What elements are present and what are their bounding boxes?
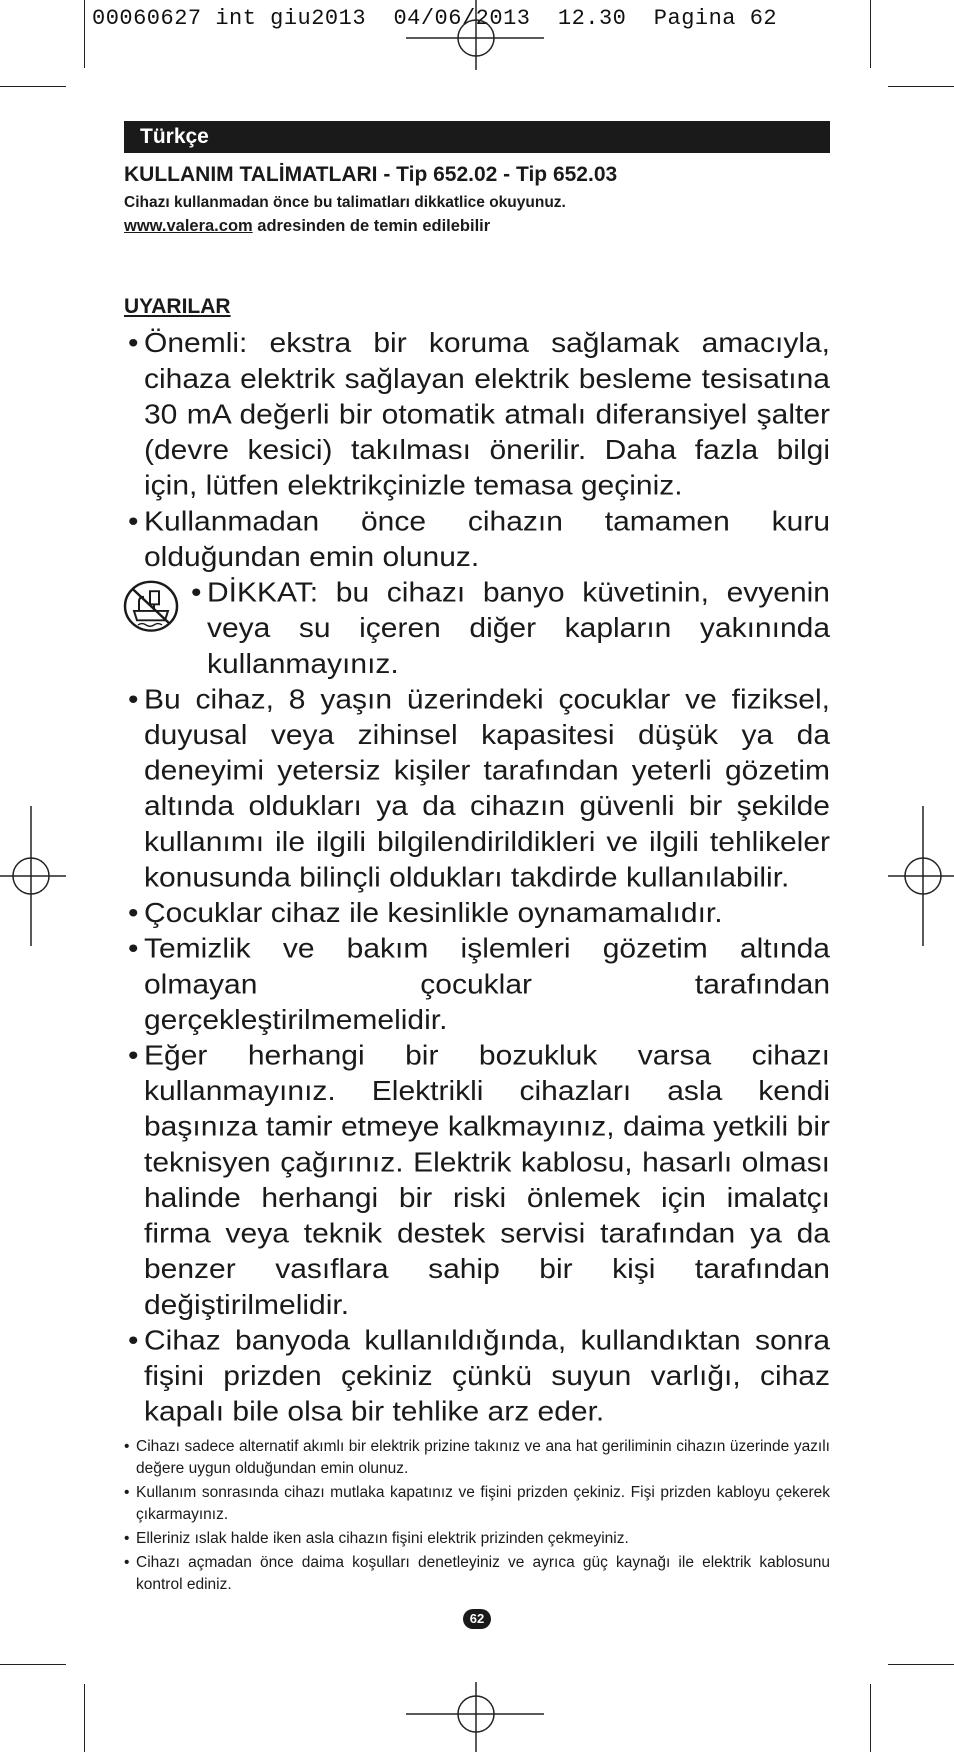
registration-mark-icon bbox=[404, 1682, 544, 1752]
crop-mark bbox=[870, 1684, 871, 1752]
website-link[interactable]: www.valera.com bbox=[124, 217, 253, 235]
bullet: • bbox=[128, 933, 139, 965]
bullet: • bbox=[128, 897, 139, 929]
note-item bbox=[124, 1482, 830, 1526]
language-bar: Türkçe bbox=[124, 121, 830, 153]
no-water-near-bath-icon bbox=[122, 579, 180, 633]
bullet: • bbox=[128, 505, 139, 537]
document-title: KULLANIM TALİMATLARI - Tip 652.02 - Tip 652.03 bbox=[124, 163, 618, 186]
bullet: • bbox=[191, 577, 202, 609]
page-number: 62 bbox=[463, 1609, 491, 1629]
note-item bbox=[124, 1436, 830, 1480]
note-item bbox=[124, 1552, 830, 1596]
warning-text: Bu cihaz, 8 yaşın üzerindeki çocuklar ve fiziksel, duyusal veya zihinsel kapasitesi düşük ya da deneyimi yetersiz kişiler tarafından yeterli gözetim altında oldukları ya da cihazın güvenli bir şekilde kullanımı ile ilgili bilgilendirildikleri ve ilgili tehlikeler konusunda bilinçli oldukları takdirde kullanılabilir. bbox=[144, 684, 830, 893]
warnings-list bbox=[124, 326, 830, 1430]
warning-text: DİKKAT: bu cihazı banyo küvetinin, evyenin veya su içeren diğer kapların yakınında kullanmayınız. bbox=[207, 577, 830, 680]
warning-item bbox=[124, 575, 830, 682]
warning-text: Temizlik ve bakım işlemleri gözetim altında olmayan çocuklar tarafından gerçekleştirilmemelidir. bbox=[144, 933, 830, 1036]
printer-slug: 00060627 int giu2013 04/06/2013 12.30 Pagina 62 bbox=[92, 6, 778, 31]
warning-text: Önemli: ekstra bir koruma sağlamak amacıyla, cihaza elektrik sağlayan elektrik besleme tesisatına 30 mA değerli bir otomatik atmalı diferansiyel şalter (devre kesici) takılması önerilir. Daha fazla bilgi için, lütfen elektrikçinizle temasa geçiniz. bbox=[144, 327, 830, 502]
registration-mark-icon bbox=[0, 806, 66, 946]
warning-item bbox=[124, 896, 830, 932]
registration-mark-icon bbox=[888, 806, 954, 946]
warning-text: Çocuklar cihaz ile kesinlikle oynamamalıdır. bbox=[144, 897, 723, 929]
crop-mark bbox=[888, 1664, 954, 1665]
warning-item bbox=[124, 326, 830, 504]
note-item bbox=[124, 1528, 830, 1550]
crop-mark bbox=[0, 1664, 66, 1665]
section-title: UYARILAR bbox=[124, 295, 231, 318]
warning-item bbox=[124, 504, 830, 575]
bullet: • bbox=[124, 1530, 130, 1547]
warning-text: Kullanmadan önce cihazın tamamen kuru olduğundan emin olunuz. bbox=[144, 505, 830, 573]
crop-mark bbox=[84, 0, 85, 68]
crop-mark bbox=[84, 1684, 85, 1752]
note-text: Elleriniz ıslak halde iken asla cihazın fişini elektrik prizinden çekmeyiniz. bbox=[136, 1530, 629, 1547]
warning-text: Cihaz banyoda kullanıldığında, kullandıktan sonra fişini prizden çekiniz çünkü suyun varlığı, cihaz kapalı bile olsa bir tehlike arz eder. bbox=[144, 1325, 830, 1428]
warning-item bbox=[124, 1323, 830, 1430]
note-text: Cihazı açmadan önce daima koşulları denetleyiniz ve ayrıca güç kaynağı ile elektrik kablosunu kontrol ediniz. bbox=[136, 1554, 830, 1593]
warning-item bbox=[124, 931, 830, 1038]
bullet: • bbox=[124, 1438, 130, 1455]
warning-item bbox=[124, 682, 830, 896]
website-line bbox=[124, 217, 490, 236]
bullet: • bbox=[128, 1325, 139, 1356]
notes-list bbox=[124, 1436, 830, 1598]
crop-mark bbox=[0, 86, 66, 87]
registration-mark-icon bbox=[404, 0, 544, 70]
crop-mark bbox=[870, 0, 871, 68]
warning-item bbox=[124, 1038, 830, 1323]
bullet: • bbox=[128, 327, 139, 359]
bullet: • bbox=[124, 1484, 130, 1501]
bullet: • bbox=[124, 1554, 130, 1571]
note-text: Kullanım sonrasında cihazı mutlaka kapatınız ve fişini prizden çekiniz. Fişi prizden kabloyu çekerek çıkarmayınız. bbox=[136, 1484, 830, 1523]
note-text: Cihazı sadece alternatif akımlı bir elektrik prizine takınız ve ana hat geriliminin cihazın üzerinde yazılı değere uygun olduğundan emin olunuz. bbox=[136, 1438, 830, 1477]
document-subtitle: Cihazı kullanmadan önce bu talimatları dikkatlice okuyunuz. bbox=[124, 194, 566, 211]
bullet: • bbox=[128, 684, 139, 715]
crop-mark bbox=[888, 86, 954, 87]
website-text: adresinden de temin edilebilir bbox=[252, 217, 491, 235]
bullet: • bbox=[128, 1040, 139, 1072]
warning-text: Eğer herhangi bir bozukluk varsa cihazı kullanmayınız. Elektrikli cihazları asla kendi başınıza tamir etmeye kalkmayınız, daima yetkili bir teknisyen çağırınız. Elektrik kablosu, hasarlı olması halinde herhangi bir riski önlemek için imalatçı firma veya teknik destek servisi tarafından ya da benzer vasıflara sahip bir kişi tarafından değiştirilmelidir. bbox=[144, 1040, 830, 1321]
